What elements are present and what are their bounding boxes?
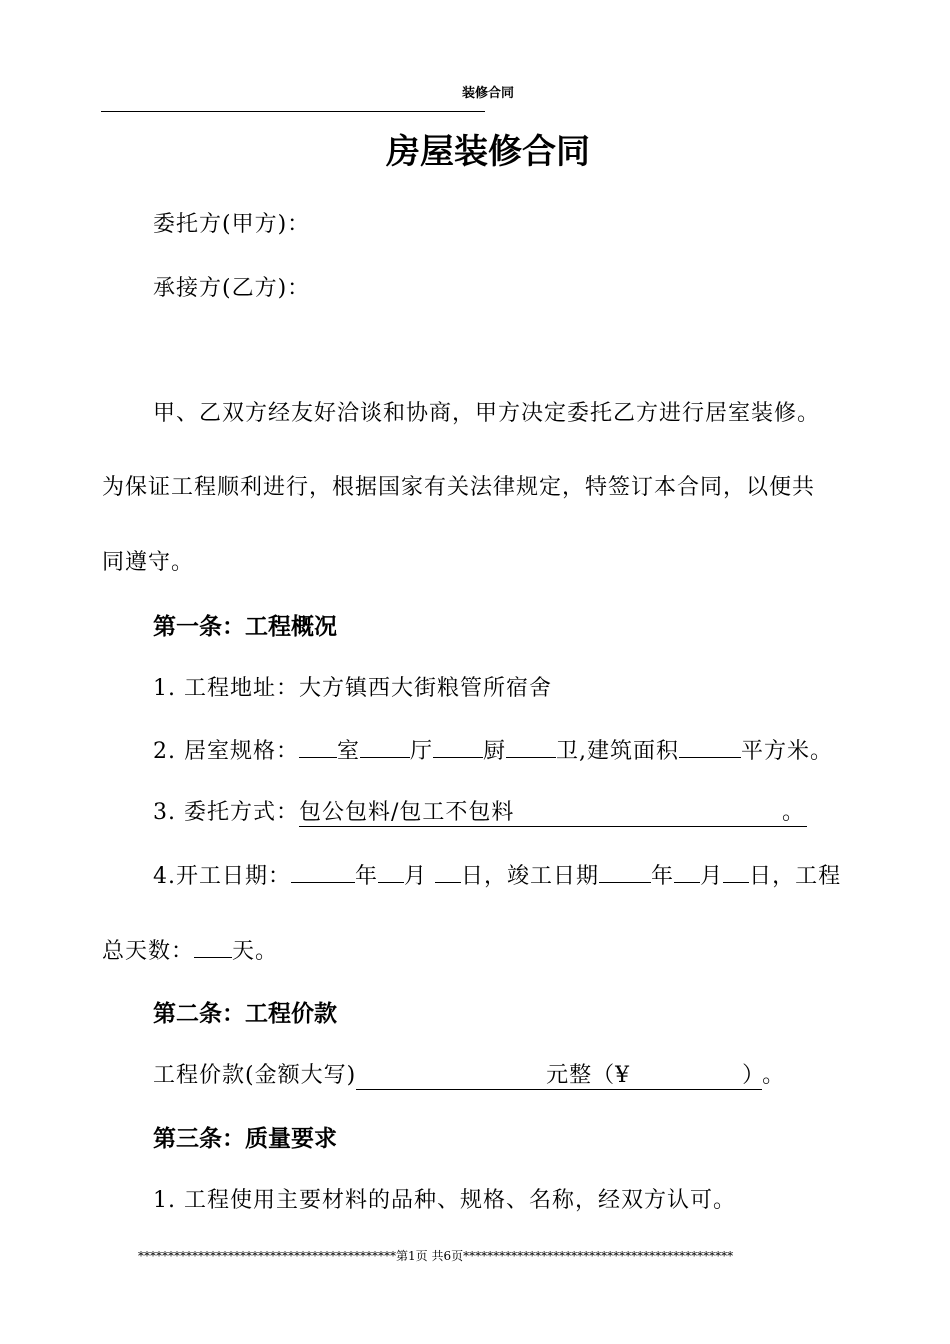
total-days-line	[102, 933, 278, 965]
start-year-blank	[291, 858, 355, 883]
party-b-line: 承接方(乙方)：	[153, 276, 311, 301]
room-label: 室	[336, 739, 360, 764]
bath-area-label: 卫,建筑面积	[556, 739, 680, 764]
article-1-item-4	[153, 858, 841, 890]
end-year-blank	[599, 858, 651, 883]
article-1-item-1: 1. 工程地址：大方镇西大街粮管所宿舍	[153, 676, 552, 701]
start-month-blank	[378, 858, 404, 883]
price-field	[356, 1058, 766, 1090]
intro-line-2: 为保证工程顺利进行，根据国家有关法律规定，特签订本合同，以便共	[102, 475, 816, 500]
article-1-heading: 第一条：工程概况	[153, 614, 337, 640]
price-line	[153, 1058, 785, 1090]
price-period: 。	[762, 1063, 786, 1088]
page-footer	[138, 1247, 733, 1264]
bath-count-blank	[506, 733, 556, 758]
article-1-item-2	[153, 733, 833, 765]
area-unit: 平方米。	[741, 739, 834, 764]
header-rule	[101, 111, 485, 112]
start-year-label: 年	[355, 864, 379, 889]
price-unit-label: 元整（¥	[546, 1063, 631, 1088]
party-a-line: 委托方(甲方)：	[153, 212, 311, 237]
area-blank	[679, 733, 741, 758]
price-close: ）	[742, 1063, 766, 1088]
commission-value-field	[299, 795, 807, 827]
running-header: 装修合同	[461, 86, 514, 101]
hall-label: 厅	[410, 739, 434, 764]
commission-label: 3. 委托方式：	[153, 800, 299, 825]
end-day-blank	[723, 858, 749, 883]
end-year-label: 年	[651, 864, 675, 889]
total-days-unit: 天。	[232, 939, 279, 964]
end-day-label: 日，工程	[749, 864, 842, 889]
end-month-label: 月	[700, 864, 724, 889]
page-number: 第1页 共6页	[396, 1249, 464, 1263]
room-spec-label: 2. 居室规格：	[153, 739, 299, 764]
article-3-item-1: 1. 工程使用主要材料的品种、规格、名称，经双方认可。	[153, 1188, 736, 1213]
total-days-blank	[194, 933, 232, 958]
room-count-blank	[299, 733, 337, 758]
article-1-item-3	[153, 795, 807, 827]
total-days-label: 总天数：	[102, 939, 195, 964]
start-date-label: 4.开工日期：	[153, 864, 291, 889]
document-title: 房屋装修合同	[386, 132, 590, 172]
commission-end: 。	[781, 800, 805, 825]
start-month-label: 月	[404, 864, 428, 889]
footer-stars-left: *******************************************	[138, 1249, 396, 1263]
article-3-heading: 第三条：质量要求	[153, 1126, 337, 1152]
intro-line-1: 甲、乙双方经友好洽谈和协商，甲方决定委托乙方进行居室装修。	[153, 401, 821, 426]
kitchen-label: 厨	[483, 739, 507, 764]
footer-stars-right: *********************************************	[463, 1249, 734, 1263]
intro-line-3: 同遵守。	[102, 550, 195, 575]
price-label: 工程价款(金额大写)	[153, 1063, 357, 1088]
article-2-heading: 第二条：工程价款	[153, 1001, 337, 1027]
commission-value: 包公包料/包工不包料	[298, 800, 515, 825]
kitchen-count-blank	[433, 733, 483, 758]
start-day-blank	[435, 858, 461, 883]
end-month-blank	[674, 858, 700, 883]
start-day-label: 日，竣工日期	[461, 864, 600, 889]
hall-count-blank	[360, 733, 410, 758]
